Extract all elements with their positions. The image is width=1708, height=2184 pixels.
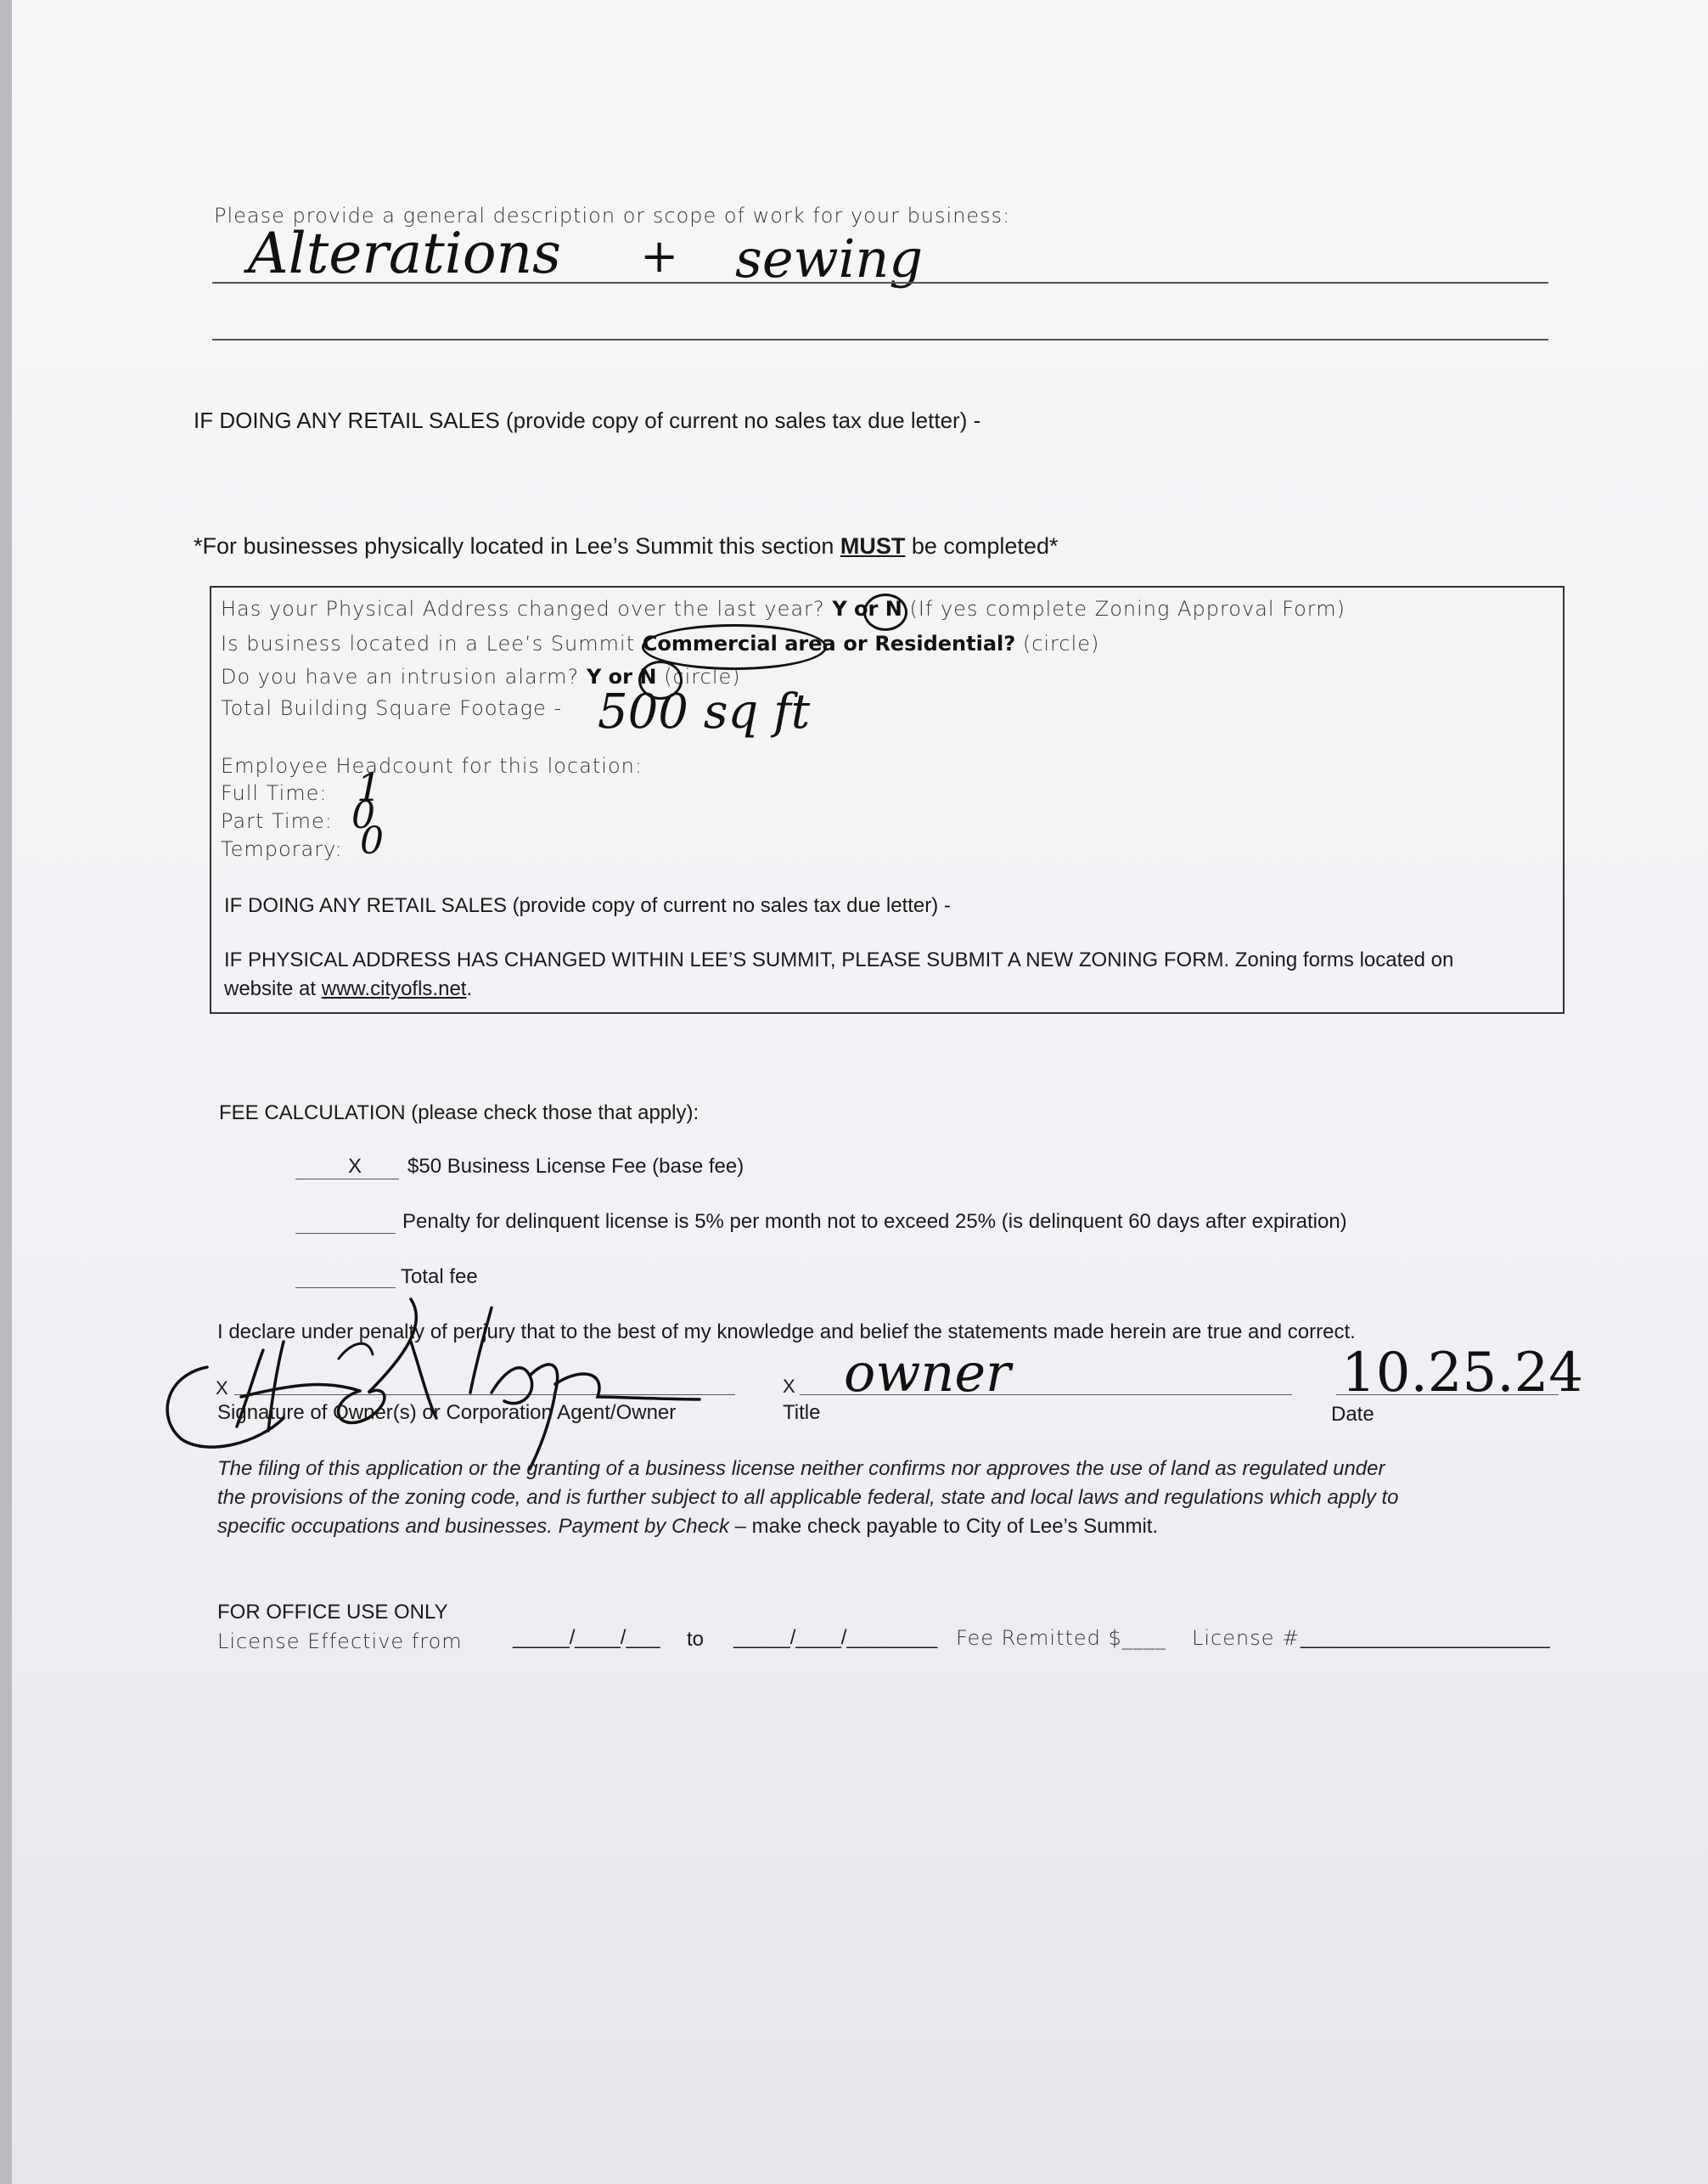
license-number-label: License # <box>1192 1626 1301 1650</box>
answer-n-circle <box>863 594 907 631</box>
box-retail-sales-line: IF DOING ANY RETAIL SALES (provide copy of current no sales tax due letter) - <box>224 894 951 917</box>
date-value: 10.25.24 <box>1341 1342 1583 1404</box>
office-use-heading: FOR OFFICE USE ONLY <box>217 1601 448 1624</box>
q-alarm: Do you have an intrusion alarm? Y or N (circle) <box>221 665 741 689</box>
disclaimer-line-3: specific occupations and businesses. Payment by Check – make check payable to City of Lee’s Summit. <box>217 1515 1159 1538</box>
signature-x: X <box>216 1377 228 1399</box>
part-time-label: Part Time: <box>221 809 333 833</box>
website-link[interactable]: www.cityofls.net <box>321 977 467 1000</box>
lees-summit-heading: *For businesses physically located in Lee’s Summit this section MUST be completed* <box>194 533 1059 559</box>
full-time-value: 1 <box>357 764 382 810</box>
temporary-label: Temporary: <box>221 837 343 861</box>
fee-remitted-label: Fee Remitted $____ <box>956 1626 1166 1650</box>
temporary-value: 0 <box>360 819 384 863</box>
title-value: owner <box>844 1342 1011 1404</box>
declaration: I declare under penalty of perjury that to the best of my knowledge and belief the statements made herein are true and correct. <box>217 1320 1356 1343</box>
disclaimer-line-2: the provisions of the zoning code, and is further subject to all applicable federal, state and local laws and regulations which apply to <box>217 1486 1399 1509</box>
part-time-value: 0 <box>351 794 375 837</box>
description-prompt: Please provide a general description or scope of work for your business: <box>214 204 1011 228</box>
effective-to-date: _____/____/________ <box>733 1626 938 1649</box>
q-location: Is business located in a Lee’s Summit Commercial area or Residential? (circle) <box>221 632 1100 656</box>
effective-to-label: to <box>687 1628 705 1651</box>
effective-from-date: _____/____/___ <box>513 1626 660 1649</box>
fee-heading: FEE CALCULATION (please check those that apply): <box>219 1101 699 1124</box>
license-number-slot: ______________________ <box>1301 1626 1550 1649</box>
fee-item1-label: $50 Business License Fee (base fee) <box>407 1155 744 1178</box>
signature-label: Signature of Owner(s) or Corporation Agent/Owner <box>217 1401 677 1424</box>
description-line-2 <box>212 339 1548 341</box>
handwritten-signature <box>156 1291 767 1478</box>
description-answer-2: + <box>640 229 679 283</box>
license-effective-label: License Effective from <box>217 1630 463 1653</box>
description-answer-3: sewing <box>735 228 924 290</box>
fee-item3-label: Total fee <box>401 1265 478 1288</box>
description-answer-1: Alterations <box>248 221 561 286</box>
title-x: X <box>783 1376 795 1397</box>
form-page <box>12 0 1708 2184</box>
fee-item2-blank <box>295 1233 396 1234</box>
disclaimer-line-1: The filing of this application or the granting of a business license neither confirms nor approves the use of land as regulated under <box>217 1457 1385 1480</box>
square-footage-value: 500 sq ft <box>598 684 811 740</box>
headcount-label: Employee Headcount for this location: <box>221 754 643 778</box>
date-label: Date <box>1331 1403 1374 1426</box>
title-label: Title <box>783 1401 821 1424</box>
fee-item3-blank <box>295 1287 396 1288</box>
fee-item2-label: Penalty for delinquent license is 5% per month not to exceed 25% (is delinquent 60 days after expiration) <box>402 1210 1347 1233</box>
zoning-note: IF PHYSICAL ADDRESS HAS CHANGED WITHIN LEE’S SUMMIT, PLEASE SUBMIT A NEW ZONING FORM. Zoning forms located on <box>224 948 1454 971</box>
full-time-label: Full Time: <box>221 781 328 805</box>
description-line-1 <box>212 282 1548 284</box>
q-square-footage: Total Building Square Footage - <box>221 696 563 720</box>
retail-sales-line: IF DOING ANY RETAIL SALES (provide copy of current no sales tax due letter) - <box>194 408 981 433</box>
zoning-note-website: website at www.cityofls.net. <box>224 977 473 1000</box>
q-address-changed: Has your Physical Address changed over the last year? Y or N (If yes complete Zoning Approval Form) <box>221 597 1346 621</box>
fee-item1-mark: X <box>348 1155 362 1178</box>
